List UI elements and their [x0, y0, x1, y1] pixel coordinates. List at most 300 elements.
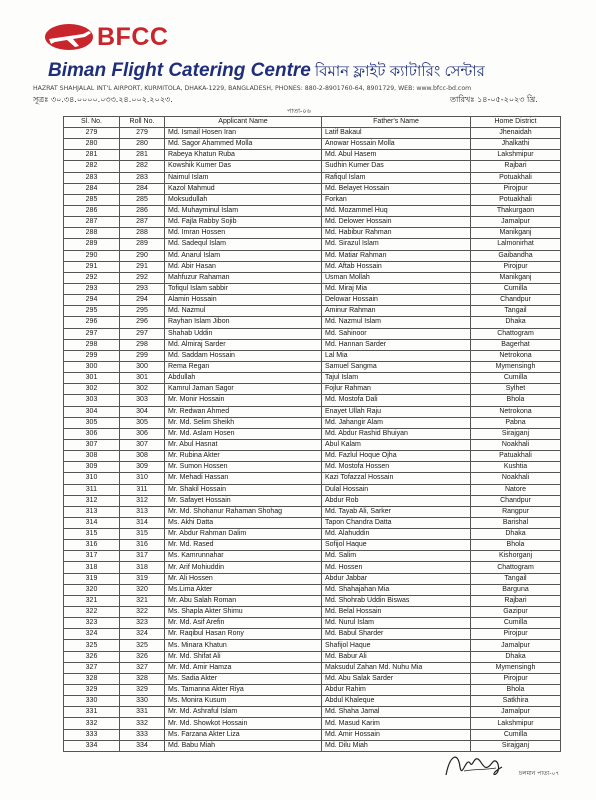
cell-sl-no: 295: [64, 306, 120, 317]
cell-roll-no: 320: [120, 584, 165, 595]
cell-sl-no: 321: [64, 595, 120, 606]
cell-roll-no: 291: [120, 261, 165, 272]
cell-applicant-name: Ms. Tamanna Akter Riya: [165, 685, 322, 696]
cell-sl-no: 303: [64, 395, 120, 406]
table-row: [64, 729, 561, 740]
cell-applicant-name: Ms. Monira Kusum: [165, 696, 322, 707]
cell-father-name: Md. Masud Karim: [322, 718, 471, 729]
cell-roll-no: 312: [120, 495, 165, 506]
cell-roll-no: 321: [120, 595, 165, 606]
cell-roll-no: 292: [120, 272, 165, 283]
table-row: [64, 651, 561, 662]
cell-father-name: Md. Mostofa Dali: [322, 395, 471, 406]
cell-sl-no: 304: [64, 406, 120, 417]
cell-home-district: Lakshmipur: [471, 718, 561, 729]
table-row: [64, 350, 561, 361]
cell-roll-no: 317: [120, 551, 165, 562]
table-row: [64, 317, 561, 328]
table-row: [64, 685, 561, 696]
cell-applicant-name: Alamin Hossain: [165, 295, 322, 306]
table-row: [64, 551, 561, 562]
cell-roll-no: 333: [120, 729, 165, 740]
cell-father-name: Md. Alahuddin: [322, 529, 471, 540]
cell-sl-no: 311: [64, 484, 120, 495]
cell-home-district: Bhola: [471, 685, 561, 696]
cell-roll-no: 326: [120, 651, 165, 662]
cell-applicant-name: Mr. Abdur Rahman Dalim: [165, 529, 322, 540]
cell-home-district: Lalmonirhat: [471, 239, 561, 250]
cell-father-name: Md. Matiar Rahman: [322, 250, 471, 261]
cell-applicant-name: Kamrul Jaman Sagor: [165, 384, 322, 395]
cell-roll-no: 309: [120, 462, 165, 473]
cell-applicant-name: Ms.Lima Akter: [165, 584, 322, 595]
cell-home-district: Kushtia: [471, 462, 561, 473]
memo-number: সূত্রঃ ৩০.৩৪.০০০০.০৩৩.২৪.০০২.২০২৩.: [33, 95, 173, 104]
cell-sl-no: 313: [64, 506, 120, 517]
cell-home-district: Sirajganj: [471, 428, 561, 439]
cell-sl-no: 290: [64, 250, 120, 261]
table-row: [64, 451, 561, 462]
cell-applicant-name: Mr. Rubina Akter: [165, 451, 322, 462]
cell-home-district: Lakshmipur: [471, 150, 561, 161]
cell-sl-no: 315: [64, 529, 120, 540]
cell-applicant-name: Md. Sadequl Islam: [165, 239, 322, 250]
table-row: [64, 562, 561, 573]
table-row: [64, 183, 561, 194]
cell-roll-no: 290: [120, 250, 165, 261]
cell-home-district: Patuakhali: [471, 451, 561, 462]
cell-roll-no: 325: [120, 640, 165, 651]
continued-page-note: চলমান পাতা-০৭: [519, 770, 560, 777]
cell-home-district: Chandpur: [471, 495, 561, 506]
cell-sl-no: 289: [64, 239, 120, 250]
cell-home-district: Tangail: [471, 306, 561, 317]
cell-roll-no: 316: [120, 540, 165, 551]
cell-father-name: Md. Babur Ali: [322, 651, 471, 662]
cell-father-name: Abul Kalam: [322, 439, 471, 450]
table-row: [64, 217, 561, 228]
cell-father-name: Md. Aftab Hossain: [322, 261, 471, 272]
column-header-sl: Sl. No.: [64, 117, 120, 128]
cell-roll-no: 328: [120, 673, 165, 684]
cell-home-district: Netrokona: [471, 406, 561, 417]
cell-father-name: Md. Hossen: [322, 562, 471, 573]
cell-father-name: Md. Abul Hasem: [322, 150, 471, 161]
table-row: [64, 696, 561, 707]
document-date: তারিখঃ ১৪-০৫-২০২৩ খ্রি.: [450, 95, 538, 104]
column-header-applicant: Applicant Name: [165, 117, 322, 128]
cell-applicant-name: Mr. Ali Hossen: [165, 573, 322, 584]
cell-roll-no: 295: [120, 306, 165, 317]
cell-home-district: Cumilla: [471, 618, 561, 629]
cell-sl-no: 291: [64, 261, 120, 272]
table-row: [64, 506, 561, 517]
cell-roll-no: 313: [120, 506, 165, 517]
cell-home-district: Tangail: [471, 573, 561, 584]
cell-applicant-name: Kowshik Kumer Das: [165, 161, 322, 172]
cell-applicant-name: Mr. Md. Rased: [165, 540, 322, 551]
cell-applicant-name: Md. Sagor Ahammed Molla: [165, 139, 322, 150]
cell-home-district: Pabna: [471, 417, 561, 428]
cell-roll-no: 279: [120, 128, 165, 139]
cell-father-name: Anowar Hossain Molla: [322, 139, 471, 150]
cell-home-district: Noakhali: [471, 473, 561, 484]
cell-applicant-name: Md. Nazmul: [165, 306, 322, 317]
cell-sl-no: 325: [64, 640, 120, 651]
cell-roll-no: 315: [120, 529, 165, 540]
column-header-district: Home District: [471, 117, 561, 128]
cell-applicant-name: Md. Fajla Rabby Sojib: [165, 217, 322, 228]
cell-applicant-name: Md. Saddam Hossain: [165, 350, 322, 361]
cell-roll-no: 311: [120, 484, 165, 495]
cell-roll-no: 323: [120, 618, 165, 629]
cell-applicant-name: Mr. Mehadi Hassan: [165, 473, 322, 484]
cell-sl-no: 281: [64, 150, 120, 161]
table-row: [64, 328, 561, 339]
column-header-father: Father's Name: [322, 117, 471, 128]
cell-applicant-name: Ms. Kamrunnahar: [165, 551, 322, 562]
cell-father-name: Forkan: [322, 194, 471, 205]
cell-father-name: Lal Mia: [322, 350, 471, 361]
table-row: [64, 306, 561, 317]
cell-sl-no: 324: [64, 629, 120, 640]
cell-sl-no: 279: [64, 128, 120, 139]
cell-sl-no: 332: [64, 718, 120, 729]
cell-sl-no: 327: [64, 662, 120, 673]
table-row: [64, 607, 561, 618]
cell-father-name: Kazi Tofazzal Hossain: [322, 473, 471, 484]
cell-roll-no: 299: [120, 350, 165, 361]
cell-applicant-name: Mahfuzur Rahaman: [165, 272, 322, 283]
cell-father-name: Md. Nurul Islam: [322, 618, 471, 629]
cell-home-district: Manikganj: [471, 228, 561, 239]
table-row: [64, 473, 561, 484]
table-row: [64, 640, 561, 651]
cell-home-district: Chandpur: [471, 295, 561, 306]
cell-sl-no: 328: [64, 673, 120, 684]
cell-roll-no: 310: [120, 473, 165, 484]
cell-applicant-name: Rayhan Islam Jibon: [165, 317, 322, 328]
cell-roll-no: 308: [120, 451, 165, 462]
table-row: [64, 194, 561, 205]
table-row: [64, 662, 561, 673]
cell-sl-no: 297: [64, 328, 120, 339]
cell-applicant-name: Ms. Akhi Datta: [165, 517, 322, 528]
cell-applicant-name: Mr. Sumon Hossen: [165, 462, 322, 473]
cell-sl-no: 312: [64, 495, 120, 506]
table-row: [64, 495, 561, 506]
cell-father-name: Md. Shohrab Uddin Biswas: [322, 595, 471, 606]
table-row: [64, 128, 561, 139]
cell-applicant-name: Mr. Raqibul Hasan Rony: [165, 629, 322, 640]
cell-applicant-name: Mr. Md. Shifat Ali: [165, 651, 322, 662]
cell-father-name: Sudhin Kumer Das: [322, 161, 471, 172]
cell-father-name: Md. Hannan Sarder: [322, 339, 471, 350]
cell-applicant-name: Mr. Arif Mohiuddin: [165, 562, 322, 573]
cell-home-district: Rajbari: [471, 595, 561, 606]
cell-home-district: Chattogram: [471, 328, 561, 339]
cell-roll-no: 301: [120, 373, 165, 384]
table-row: [64, 529, 561, 540]
cell-applicant-name: Md. Muhayminul Islam: [165, 205, 322, 216]
cell-roll-no: 294: [120, 295, 165, 306]
cell-father-name: Md. Nazmul Islam: [322, 317, 471, 328]
organization-name-en: Biman Flight Catering Centre: [48, 60, 311, 81]
cell-sl-no: 310: [64, 473, 120, 484]
cell-father-name: Md. Tayab Ali, Sarker: [322, 506, 471, 517]
cell-applicant-name: Mr. Redwan Ahmed: [165, 406, 322, 417]
cell-home-district: Kishorganj: [471, 551, 561, 562]
cell-father-name: Md. Mozammel Huq: [322, 205, 471, 216]
cell-home-district: Cumilla: [471, 373, 561, 384]
cell-sl-no: 330: [64, 696, 120, 707]
cell-father-name: Md. Amir Hossain: [322, 729, 471, 740]
cell-home-district: Pirojpur: [471, 629, 561, 640]
cell-father-name: Aminur Rahman: [322, 306, 471, 317]
cell-sl-no: 329: [64, 685, 120, 696]
cell-father-name: Abdul Khaleque: [322, 696, 471, 707]
cell-sl-no: 318: [64, 562, 120, 573]
cell-roll-no: 329: [120, 685, 165, 696]
cell-applicant-name: Mr. Md. Ashraful Islam: [165, 707, 322, 718]
cell-applicant-name: Mr. Md. Showkot Hossain: [165, 718, 322, 729]
cell-applicant-name: Ms. Minara Khatun: [165, 640, 322, 651]
table-row: [64, 250, 561, 261]
cell-roll-no: 284: [120, 183, 165, 194]
page-label: পাতা-০৬: [287, 107, 311, 115]
cell-roll-no: 305: [120, 417, 165, 428]
table-row: [64, 373, 561, 384]
table-row: [64, 629, 561, 640]
cell-sl-no: 280: [64, 139, 120, 150]
cell-father-name: Enayet Ullah Raju: [322, 406, 471, 417]
cell-roll-no: 334: [120, 740, 165, 751]
cell-father-name: Abdur Jabbar: [322, 573, 471, 584]
cell-home-district: Bagerhat: [471, 339, 561, 350]
cell-father-name: Shafijol Haque: [322, 640, 471, 651]
table-row: [64, 673, 561, 684]
table-row: [64, 272, 561, 283]
cell-roll-no: 306: [120, 428, 165, 439]
cell-sl-no: 322: [64, 607, 120, 618]
cell-applicant-name: Moksudullah: [165, 194, 322, 205]
cell-father-name: Usman Mollah: [322, 272, 471, 283]
cell-roll-no: 283: [120, 172, 165, 183]
cell-home-district: Dhaka: [471, 651, 561, 662]
table-row: [64, 161, 561, 172]
cell-roll-no: 304: [120, 406, 165, 417]
cell-applicant-name: Tofiqul Islam sabbir: [165, 283, 322, 294]
table-header-row: [64, 117, 561, 128]
table-row: [64, 150, 561, 161]
cell-sl-no: 293: [64, 283, 120, 294]
table-row: [64, 295, 561, 306]
cell-father-name: Md. Fazlul Hoque Ojha: [322, 451, 471, 462]
table-row: [64, 618, 561, 629]
cell-applicant-name: Mr. Md. Asif Arefin: [165, 618, 322, 629]
cell-applicant-name: Rema Regan: [165, 361, 322, 372]
cell-home-district: Rangpur: [471, 506, 561, 517]
cell-roll-no: 281: [120, 150, 165, 161]
cell-home-district: Bhola: [471, 395, 561, 406]
table-row: [64, 172, 561, 183]
cell-roll-no: 297: [120, 328, 165, 339]
cell-roll-no: 314: [120, 517, 165, 528]
cell-home-district: Natore: [471, 484, 561, 495]
cell-father-name: Md. Miraj Mia: [322, 283, 471, 294]
cell-roll-no: 330: [120, 696, 165, 707]
cell-sl-no: 334: [64, 740, 120, 751]
cell-father-name: Sofijol Haque: [322, 540, 471, 551]
table-row: [64, 406, 561, 417]
cell-sl-no: 294: [64, 295, 120, 306]
cell-home-district: Bhola: [471, 540, 561, 551]
cell-father-name: Tapon Chandra Datta: [322, 517, 471, 528]
cell-sl-no: 308: [64, 451, 120, 462]
cell-sl-no: 309: [64, 462, 120, 473]
cell-father-name: Rafiqul Islam: [322, 172, 471, 183]
cell-applicant-name: Md. Anarul Islam: [165, 250, 322, 261]
organization-name: [48, 60, 485, 85]
cell-father-name: Md. Abdur Rashid Bhuiyan: [322, 428, 471, 439]
cell-roll-no: 282: [120, 161, 165, 172]
cell-father-name: Md. Habibur Rahman: [322, 228, 471, 239]
cell-father-name: Samuel Sangma: [322, 361, 471, 372]
cell-home-district: Potuakhali: [471, 194, 561, 205]
cell-sl-no: 317: [64, 551, 120, 562]
cell-home-district: Barishal: [471, 517, 561, 528]
cell-home-district: Potuakhali: [471, 172, 561, 183]
cell-applicant-name: Md. Almiraj Sarder: [165, 339, 322, 350]
signature-mark: [440, 745, 520, 785]
table-row: [64, 261, 561, 272]
cell-applicant-name: Md. Imran Hossen: [165, 228, 322, 239]
cell-roll-no: 307: [120, 439, 165, 450]
cell-home-district: Pirojpur: [471, 183, 561, 194]
cell-sl-no: 323: [64, 618, 120, 629]
cell-sl-no: 287: [64, 217, 120, 228]
cell-father-name: Md. Delower Hossain: [322, 217, 471, 228]
cell-home-district: Pirojpur: [471, 261, 561, 272]
cell-roll-no: 322: [120, 607, 165, 618]
cell-roll-no: 300: [120, 361, 165, 372]
cell-sl-no: 314: [64, 517, 120, 528]
cell-applicant-name: Md. Ismail Hosen Iran: [165, 128, 322, 139]
cell-home-district: Jhenaidah: [471, 128, 561, 139]
cell-roll-no: 293: [120, 283, 165, 294]
cell-home-district: Jamalpur: [471, 707, 561, 718]
cell-father-name: Dulal Hossain: [322, 484, 471, 495]
cell-father-name: Md. Abu Salak Sarder: [322, 673, 471, 684]
table-row: [64, 283, 561, 294]
table-row: [64, 339, 561, 350]
cell-applicant-name: Ms. Shapla Akter Shimu: [165, 607, 322, 618]
cell-sl-no: 286: [64, 205, 120, 216]
cell-applicant-name: Mr. Abu Salah Roman: [165, 595, 322, 606]
cell-applicant-name: Mr. Md. Aslam Hosen: [165, 428, 322, 439]
table-row: [64, 540, 561, 551]
table-row: [64, 205, 561, 216]
cell-applicant-name: Abdullah: [165, 373, 322, 384]
cell-sl-no: 285: [64, 194, 120, 205]
cell-sl-no: 319: [64, 573, 120, 584]
applicant-table: [63, 116, 561, 752]
table-row: [64, 439, 561, 450]
cell-roll-no: 327: [120, 662, 165, 673]
cell-applicant-name: Md. Abir Hasan: [165, 261, 322, 272]
cell-father-name: Md. Shaha Jamal: [322, 707, 471, 718]
cell-father-name: Fojlur Rahman: [322, 384, 471, 395]
cell-sl-no: 298: [64, 339, 120, 350]
cell-roll-no: 318: [120, 562, 165, 573]
table-row: [64, 417, 561, 428]
table-row: [64, 462, 561, 473]
cell-sl-no: 292: [64, 272, 120, 283]
cell-roll-no: 303: [120, 395, 165, 406]
cell-applicant-name: Mr. Abul Hasnat: [165, 439, 322, 450]
cell-applicant-name: Shahab Uddin: [165, 328, 322, 339]
cell-father-name: Md. Belayet Hossain: [322, 183, 471, 194]
cell-home-district: Rajbari: [471, 161, 561, 172]
cell-sl-no: 306: [64, 428, 120, 439]
cell-father-name: Md. Jahangir Alam: [322, 417, 471, 428]
cell-home-district: Chattogram: [471, 562, 561, 573]
cell-home-district: Thakurgaon: [471, 205, 561, 216]
cell-sl-no: 283: [64, 172, 120, 183]
cell-applicant-name: Mr. Md. Selim Sheikh: [165, 417, 322, 428]
cell-sl-no: 299: [64, 350, 120, 361]
cell-sl-no: 307: [64, 439, 120, 450]
cell-home-district: Jamalpur: [471, 640, 561, 651]
cell-home-district: Cumilla: [471, 729, 561, 740]
cell-sl-no: 282: [64, 161, 120, 172]
table-row: [64, 484, 561, 495]
cell-sl-no: 284: [64, 183, 120, 194]
cell-father-name: Md. Salim: [322, 551, 471, 562]
table-row: [64, 718, 561, 729]
table-row: [64, 395, 561, 406]
cell-home-district: Dhaka: [471, 529, 561, 540]
cell-applicant-name: Mr. Md. Shohanur Rahaman Shohag: [165, 506, 322, 517]
cell-home-district: Barguna: [471, 584, 561, 595]
cell-sl-no: 288: [64, 228, 120, 239]
table-row: [64, 228, 561, 239]
cell-home-district: Jhalkathi: [471, 139, 561, 150]
cell-home-district: Manikganj: [471, 272, 561, 283]
cell-sl-no: 305: [64, 417, 120, 428]
cell-home-district: Netrokona: [471, 350, 561, 361]
cell-roll-no: 296: [120, 317, 165, 328]
cell-father-name: Md. Belal Hossain: [322, 607, 471, 618]
cell-sl-no: 301: [64, 373, 120, 384]
cell-sl-no: 326: [64, 651, 120, 662]
cell-roll-no: 324: [120, 629, 165, 640]
cell-applicant-name: Naimul Islam: [165, 172, 322, 183]
cell-sl-no: 300: [64, 361, 120, 372]
table-row: [64, 139, 561, 150]
cell-father-name: Md. Dilu Miah: [322, 740, 471, 751]
cell-home-district: Jamalpur: [471, 217, 561, 228]
cell-father-name: Delowar Hossain: [322, 295, 471, 306]
column-header-roll: Roll No.: [120, 117, 165, 128]
cell-applicant-name: Ms. Farzana Akter Liza: [165, 729, 322, 740]
table-row: [64, 361, 561, 372]
bfcc-logo: [43, 22, 168, 52]
cell-roll-no: 280: [120, 139, 165, 150]
table-row: [64, 428, 561, 439]
table-row: [64, 517, 561, 528]
cell-roll-no: 285: [120, 194, 165, 205]
